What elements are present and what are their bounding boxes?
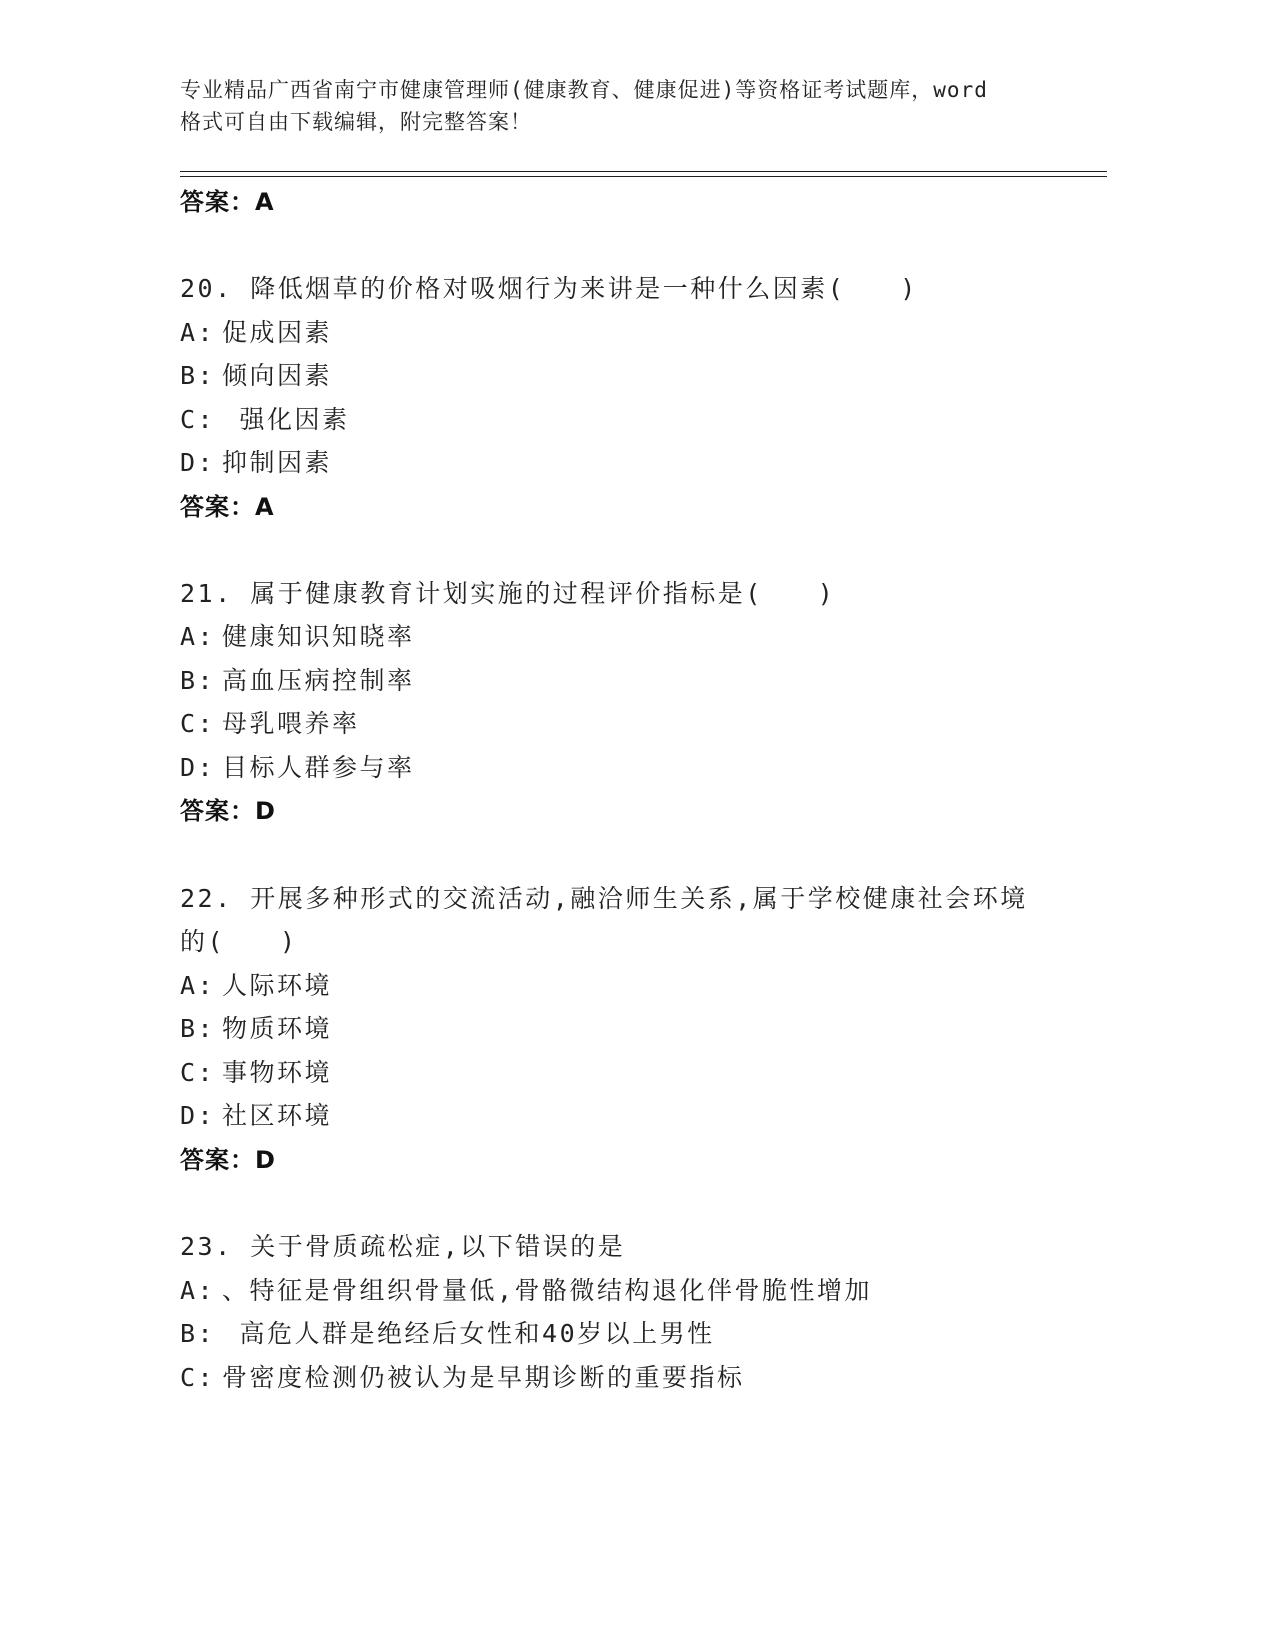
- header-divider-bottom: [180, 176, 1107, 177]
- question-22-option-c: C: 事物环境: [180, 1058, 333, 1087]
- question-21-option-c: C: 母乳喂养率: [180, 709, 360, 738]
- header-divider-top: [180, 171, 1107, 172]
- question-21-stem: 21. 属于健康教育计划实施的过程评价指标是( ): [180, 579, 836, 608]
- question-21-option-a: A: 健康知识知晓率: [180, 622, 415, 651]
- question-20-option-b: B: 倾向因素: [180, 361, 333, 390]
- question-20-answer: 答案：A: [180, 493, 275, 521]
- question-22-stem-continued: 的( ): [180, 927, 298, 956]
- document-header: [180, 74, 1050, 138]
- question-21-option-b: B: 高血压病控制率: [180, 666, 415, 695]
- question-20-stem: 20. 降低烟草的价格对吸烟行为来讲是一种什么因素( ): [180, 274, 918, 303]
- question-20-option-c: C: 强化因素: [180, 405, 350, 434]
- question-22-option-a: A: 人际环境: [180, 971, 333, 1000]
- question-20-option-d: D: 抑制因素: [180, 448, 333, 477]
- question-23-option-b: B: 高危人群是绝经后女性和40岁以上男性: [180, 1319, 715, 1348]
- header-line-1: 专业精品广西省南宁市健康管理师(健康教育、健康促进)等资格证考试题库，word: [180, 78, 988, 102]
- question-22-stem: 22. 开展多种形式的交流活动,融洽师生关系,属于学校健康社会环境: [180, 884, 1028, 913]
- question-22-option-b: B: 物质环境: [180, 1014, 333, 1043]
- question-22-option-d: D: 社区环境: [180, 1101, 333, 1130]
- header-line-2: 格式可自由下载编辑，附完整答案！: [180, 110, 532, 134]
- question-21-answer: 答案：D: [180, 797, 276, 825]
- question-20-option-a: A: 促成因素: [180, 318, 333, 347]
- question-23-option-a: A: 、特征是骨组织骨量低,骨骼微结构退化伴骨脆性增加: [180, 1276, 873, 1305]
- question-23-stem: 23. 关于骨质疏松症,以下错误的是: [180, 1232, 626, 1261]
- previous-answer: 答案：A: [180, 188, 275, 216]
- question-22-answer: 答案：D: [180, 1146, 276, 1174]
- question-21-option-d: D: 目标人群参与率: [180, 753, 415, 782]
- question-23-option-c: C: 骨密度检测仍被认为是早期诊断的重要指标: [180, 1363, 745, 1392]
